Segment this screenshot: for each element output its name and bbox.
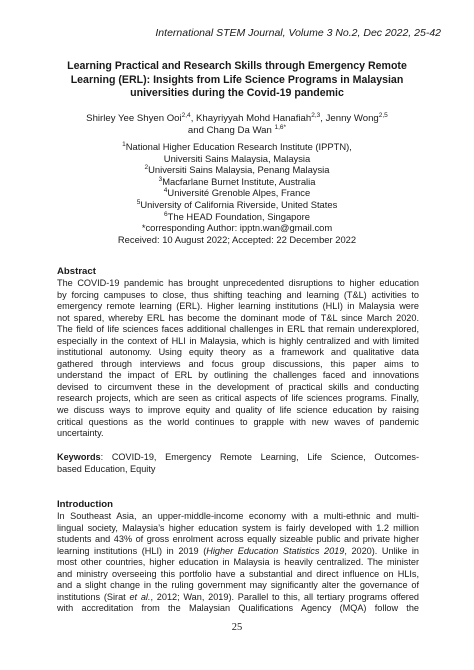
author-affiliation-mark: 2,4 (181, 111, 191, 119)
keywords-line (57, 452, 419, 464)
author-line (40, 113, 434, 125)
affiliation-list (40, 141, 434, 245)
intro-line: and ministry overseeing this portfolio have a substantial and direct influence on HLIs, (57, 568, 419, 579)
affiliation-mark: 4 (163, 187, 168, 195)
introduction-body (57, 511, 419, 615)
author-name: Shirley Yee Shyen Ooi (86, 113, 182, 124)
paper-title (40, 60, 434, 101)
intro-text: , 2020). Unlike in (344, 545, 419, 556)
received-accepted-dates (40, 234, 434, 246)
author-name: , Jenny Wong (320, 113, 379, 124)
abstract-line: not spared, whereby ERL has become the dominant mode of T&L since March 2020. (57, 312, 419, 323)
corresponding-author (40, 222, 434, 234)
abstract-line: The field of life sciences faces additional challenges in ERL that remain underexplored, (57, 324, 419, 335)
intro-line: students and 43% of gross enrolment across equally sizeable public and private higher (57, 534, 419, 545)
affiliation-item (40, 153, 434, 165)
title-line: Learning (ERL): Insights from Life Science Programs in Malaysian (70, 73, 404, 86)
affiliation-text: Université Grenoble Alpes, France (167, 187, 311, 199)
affiliation-text: National Higher Education Research Institute (IPPTN), (125, 141, 352, 152)
abstract-line: uncertainty. (57, 428, 104, 439)
abstract-line: devised to circumvent these in the development of practical skills and conducting (57, 381, 419, 392)
page-number: 25 (231, 622, 243, 633)
abstract-line: emergency remote learning (ERL). Higher learning institutions (HLI) in Malaysia were (57, 301, 419, 312)
title-line: Learning Practical and Research Skills through Emergency Remote (67, 60, 407, 72)
introduction-heading: Introduction (57, 499, 113, 510)
author-name: and Chang Da Wan (187, 125, 275, 136)
intro-line (57, 546, 419, 558)
keywords-text: : COVID-19, Emergency Remote Learning, Life Science, Outcomes- (100, 452, 419, 462)
intro-line: lingual society, Malaysia’s higher education system is fairly developed with 1.2 million (57, 522, 419, 533)
keywords-block (57, 452, 419, 475)
abstract-heading: Abstract (57, 266, 96, 277)
affiliation-mark: 6 (164, 210, 168, 218)
affiliation-mark: 5 (136, 198, 141, 206)
affiliation-text: The HEAD Foundation, Singapore (167, 210, 310, 222)
intro-line: with accreditation from the Malaysian Qualifications Agency (MQA) follow the (57, 603, 419, 614)
abstract-body (57, 278, 419, 440)
intro-text: , 2012; Wan, 2019). Parallel to this, all tertiary programs offered (150, 591, 419, 602)
abstract-line: gathered through interviews and focus group discussions, this paper aims to (57, 358, 419, 369)
abstract-line: understand the impact of ERL by outlining the challenges faced and innovations (57, 370, 419, 381)
intro-line: and a slight change in the ruling government may significantly alter the governance of (57, 580, 419, 591)
author-affiliation-mark: 2,3 (311, 111, 321, 119)
keywords-label: Keywords (57, 452, 101, 462)
author-affiliation-mark: 1,6* (274, 123, 287, 131)
author-line (40, 125, 434, 137)
author-affiliation-mark: 2,5 (378, 111, 388, 119)
affiliation-mark: 3 (158, 175, 163, 183)
affiliation-item (40, 164, 434, 176)
author-list (40, 113, 434, 137)
abstract-line: critical questions as the world continues to grapple with new waves of pandemic (57, 416, 419, 427)
intro-italic-citation: et al. (129, 591, 151, 602)
affiliation-text: Universiti Sains Malaysia, Malaysia (163, 152, 311, 164)
affiliation-item (40, 141, 434, 153)
affiliation-item (40, 199, 434, 211)
affiliation-text: Macfarlane Burnet Institute, Australia (162, 175, 316, 187)
affiliation-text: University of California Riverside, United States (140, 198, 338, 210)
abstract-line: institutional autonomy. Using equity theory as a framework and qualitative data (57, 347, 419, 358)
affiliation-mark: 2 (144, 164, 149, 172)
intro-line (57, 592, 419, 604)
affiliation-item (40, 211, 434, 223)
abstract-line: The COVID-19 pandemic has brought unprecedented disruptions to higher education (57, 278, 419, 288)
keywords-line: based Education, Equity (57, 463, 156, 474)
affiliation-item (40, 187, 434, 199)
affiliation-mark: 1 (122, 140, 126, 148)
affiliation-item (40, 176, 434, 188)
intro-text: learning institutions (HLI) in 2019 ( (57, 545, 207, 556)
abstract-line: especially in the context of HLI in Malaysia, which is highly centralized and with limited (57, 335, 419, 346)
intro-line: most other countries, higher education in Malaysia is heavily centralized. The minister (57, 557, 419, 568)
intro-italic-citation: Higher Education Statistics 2019 (206, 545, 345, 556)
intro-text: institutions (Sirat (57, 591, 130, 602)
journal-header: International STEM Journal, Volume 3 No.2, Dec 2022, 25-42 (155, 27, 441, 39)
abstract-line: research projects, which are seen as critical aspects of life sciences programs. Finally, (57, 393, 419, 404)
intro-line: In Southeast Asia, an upper-middle-income economy with a multi-ethnic and multi- (57, 511, 419, 521)
affiliation-text: *corresponding Author: ipptn.wan@gmail.com (141, 222, 333, 234)
author-name: , Khayriyyah Mohd Hanafiah (190, 113, 312, 124)
abstract-line: by forcing campuses to close, thus shifting teaching and learning (T&L) activities to (57, 289, 419, 300)
title-line: universities during the Covid-19 pandemic (130, 87, 344, 99)
affiliation-text: Universiti Sains Malaysia, Penang Malaysia (148, 164, 330, 176)
abstract-line: we discuss ways to improve equity and quality of life science education by raising (57, 405, 419, 416)
affiliation-text: Received: 10 August 2022; Accepted: 22 December 2022 (117, 233, 357, 245)
